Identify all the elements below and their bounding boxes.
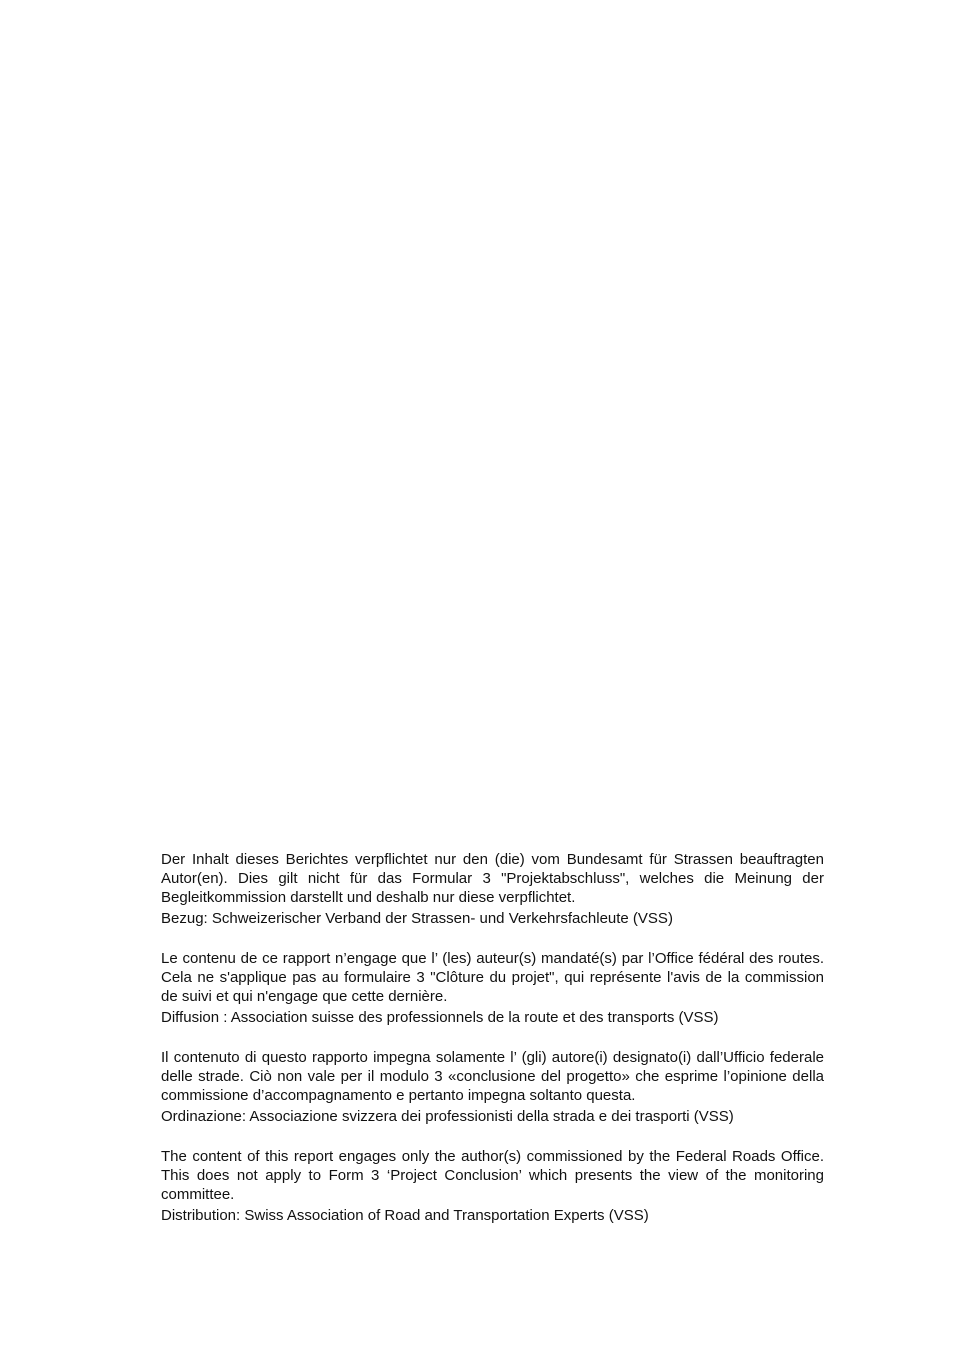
disclaimer-english [161,1147,824,1225]
distribution-reference: Ordinazione: Associazione svizzera dei professionisti della strada e dei trasporti (VSS) [161,1108,734,1125]
distribution-reference: Bezug: Schweizerischer Verband der Strassen- und Verkehrsfachleute (VSS) [161,910,673,927]
disclaimer-text: Der Inhalt dieses Berichtes verpflichtet nur den (die) vom Bundesamt für Strassen beauftragten Autor(en). Dies gilt nicht für das Formular 3 "Projektabschluss", welches die Meinung der Begleitkommission darstellt und deshalb nur diese verpflichtet. [161,851,824,906]
disclaimer-text: Le contenu de ce rapport n’engage que l’ (les) auteur(s) mandaté(s) par l’Office fédéral des routes. Cela ne s'applique pas au formulaire 3 "Clôture du projet", qui représente l'avis de la commission de suivi et qui n'engage que cette dernière. [161,950,824,1005]
disclaimer-text: Il contenuto di questo rapporto impegna solamente l’ (gli) autore(i) designato(i) dall’Ufficio federale delle strade. Ciò non vale per il modulo 3 «conclusione del progetto» che esprime l’opinione della commissione d’accompagnamento e pertanto impegna soltanto questa. [161,1049,824,1104]
disclaimer-text: The content of this report engages only the author(s) commissioned by the Federal Roads Office. This does not apply to Form 3 ‘Project Conclusion’ which presents the view of the monitoring committee. [161,1148,824,1203]
distribution-reference: Diffusion : Association suisse des professionnels de la route et des transports (VSS) [161,1009,719,1026]
disclaimer-french [161,949,824,1027]
disclaimer-block [161,850,824,1225]
distribution-reference: Distribution: Swiss Association of Road and Transportation Experts (VSS) [161,1207,649,1224]
disclaimer-italian [161,1048,824,1126]
disclaimer-german [161,850,824,928]
